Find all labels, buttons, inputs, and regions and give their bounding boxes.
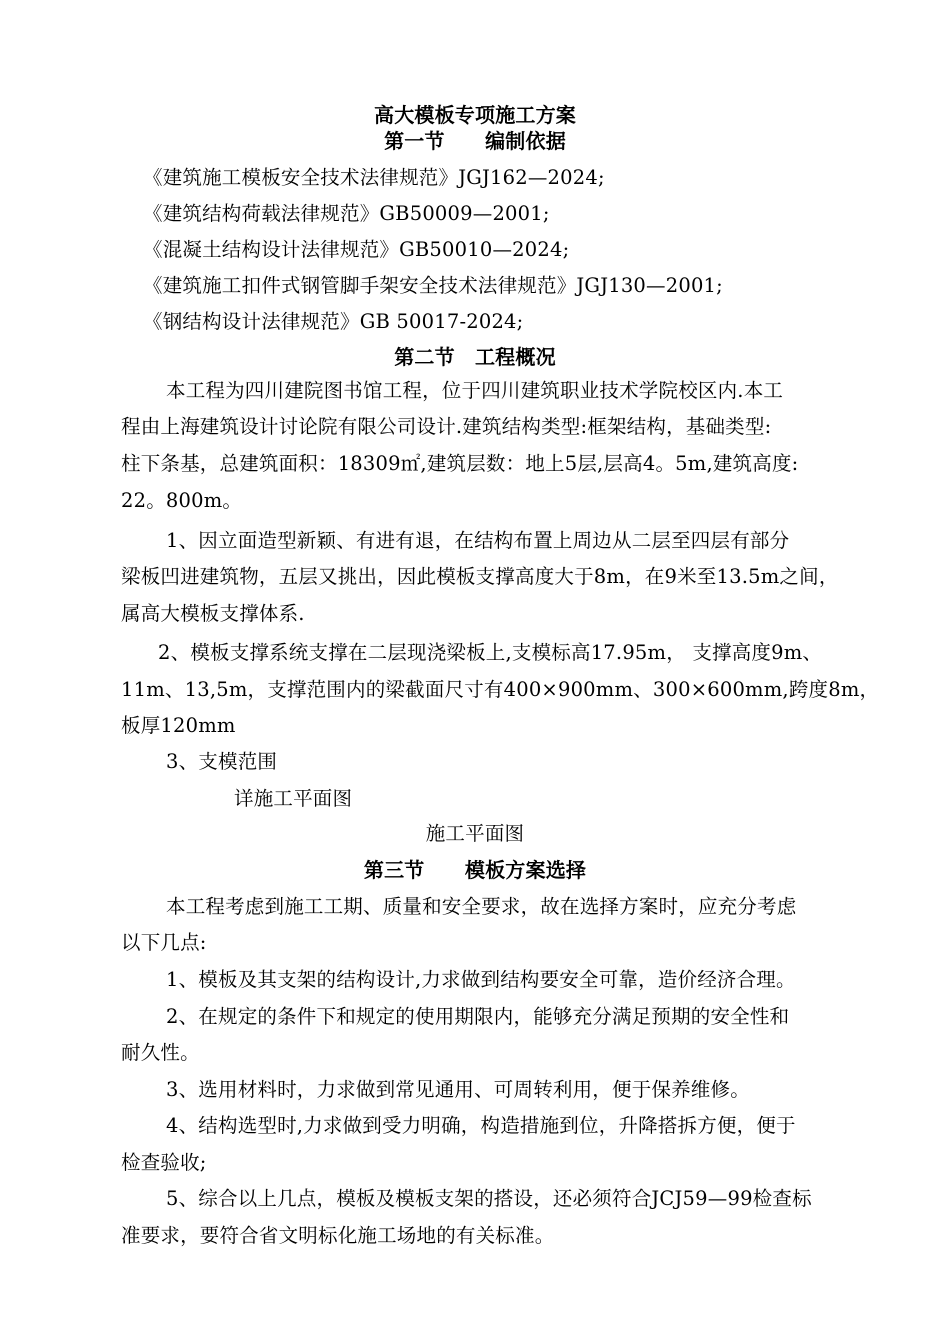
document-title: 高大模板专项施工方案: [374, 103, 576, 127]
paragraph-line: 以下几点:: [121, 931, 207, 954]
reference-item: 《建筑施工扣件式钢管脚手架安全技术法律规范》JGJ130—2001;: [143, 274, 723, 297]
paragraph-line: 耐久性。: [121, 1041, 200, 1064]
reference-item: 《混凝土结构设计法律规范》GB50010—2024;: [143, 238, 570, 261]
paragraph-line: 检查验收;: [121, 1151, 207, 1174]
paragraph-line: 程由上海建筑设计讨论院有限公司设计.建筑结构类型:框架结构，基础类型:: [121, 415, 772, 438]
paragraph-line: 11m、13,5m，支撑范围内的梁截面尺寸有400×900mm、300×600mm,跨度8m，: [121, 678, 880, 701]
paragraph-line: 板厚120mm: [121, 714, 236, 737]
paragraph-line: 1、因立面造型新颖、有进有退，在结构布置上周边从二层至四层有部分: [166, 529, 790, 552]
paragraph-line: 属高大模板支撑体系.: [121, 602, 305, 625]
paragraph-line: 2、模板支撑系统支撑在二层现浇梁板上,支模标高17.95m， 支撑高度9m、: [158, 641, 823, 664]
paragraph-line: 2、在规定的条件下和规定的使用期限内，能够充分满足预期的安全性和: [166, 1005, 790, 1028]
paragraph-line: 5、综合以上几点，模板及模板支架的搭设，还必须符合JCJ59—99检查标: [166, 1187, 812, 1210]
reference-item: 《钢结构设计法律规范》GB 50017-2024;: [143, 310, 524, 333]
paragraph-line: 3、支模范围: [166, 750, 278, 773]
figure-caption: 施工平面图: [425, 822, 525, 845]
paragraph-line: 梁板凹进建筑物，五层又挑出，因此模板支撑高度大于8m，在9米至13.5m之间，: [121, 565, 839, 588]
paragraph-line: 1、模板及其支架的结构设计,力求做到结构要安全可靠，造价经济合理。: [166, 968, 796, 991]
paragraph-line: 22。800m。: [121, 489, 243, 512]
section2-heading: 第二节 工程概况: [394, 345, 556, 369]
paragraph-line: 本工程为四川建院图书馆工程，位于四川建筑职业技术学院校区内.本工: [166, 379, 784, 402]
paragraph-line: 准要求，要符合省文明标化施工场地的有关标准。: [121, 1224, 555, 1247]
reference-item: 《建筑结构荷载法律规范》GB50009—2001;: [143, 202, 550, 225]
paragraph-line: 详施工平面图: [234, 787, 353, 810]
reference-item: 《建筑施工模板安全技术法律规范》JGJ162—2024;: [143, 166, 605, 189]
paragraph-line: 3、选用材料时，力求做到常见通用、可周转利用，便于保养维修。: [166, 1078, 750, 1101]
paragraph-line: 本工程考虑到施工工期、质量和安全要求，故在选择方案时，应充分考虑: [166, 895, 797, 918]
section3-heading: 第三节 模板方案选择: [363, 858, 587, 882]
paragraph-line: 柱下条基，总建筑面积：18309㎡,建筑层数：地上5层,层高4。5m,建筑高度:: [121, 452, 799, 475]
paragraph-line: 4、结构选型时,力求做到受力明确，构造措施到位，升降搭拆方便，便于: [166, 1114, 796, 1137]
section1-heading: 第一节 编制依据: [384, 129, 566, 153]
